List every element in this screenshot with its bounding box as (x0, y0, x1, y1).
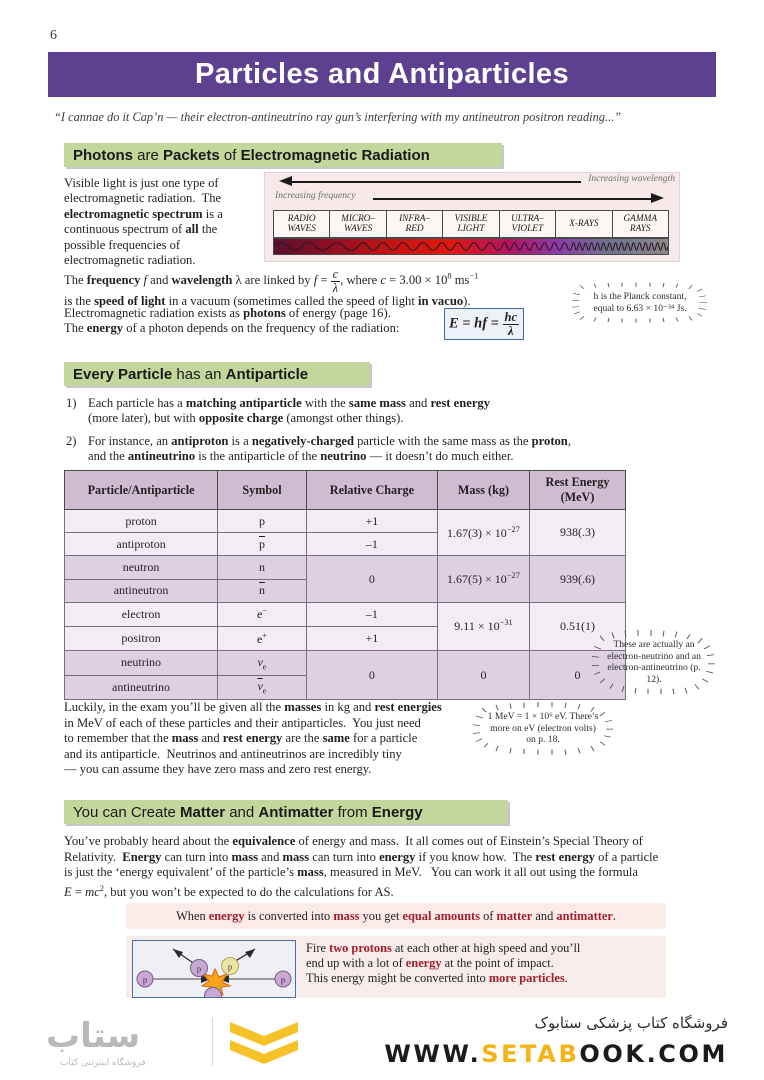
proton-collision-diagram (133, 941, 295, 997)
particle-name: antineutron (65, 579, 218, 602)
frequency-arrow-head (651, 193, 664, 203)
particle-mass: $1.67(3) \times 10^{-27}$ (437, 510, 529, 556)
frequency-wavelength-text: The frequency f and wavelength λ are linked by f = $\frac{c}{\lambda}$ , where $c = 3.00 \times 10^8$ $ms^{-1}$ is the speed of light in a vacuum (sometimes called the speed of light in vacuo). (64, 267, 479, 308)
page-number: 6 (50, 28, 57, 43)
spectrum-band: GAMMA RAYS (623, 213, 658, 234)
particle-rest-energy: 938(.3) (530, 510, 626, 556)
section-heading-photons: Photons are Packets of Electromagnetic Radiation (64, 143, 502, 167)
pink-statement-bar (126, 903, 666, 929)
particle-charge: –1 (306, 533, 437, 556)
footer-watermark (0, 998, 764, 1080)
figure-caption: Fire two protons at each other at high speed and you’ll end up with a lot of energy at the point of impact. This energy might be converted into more particles. (306, 941, 581, 986)
section-heading-matter-antimatter: You can Create Matter and Antimatter from Energy (64, 800, 508, 824)
column-header: Particle/Antiparticle (65, 471, 218, 510)
particle-rest-energy: 0 (530, 651, 626, 700)
list-number: 2) (66, 434, 77, 448)
column-header: Rest Energy (MeV) (530, 471, 626, 510)
particle-symbol: $\overline{n}$ (218, 579, 307, 602)
svg-text:p: p (142, 974, 148, 985)
particle-charge: 0 (306, 651, 437, 700)
table-row (65, 556, 626, 579)
spectrum-waveform-strip (273, 238, 669, 255)
wavelength-arrow-head (279, 176, 292, 186)
particle-symbol: p (218, 510, 307, 533)
photon-energy-equation: E = hf = $\frac{hc}{\lambda}$ (444, 308, 524, 340)
waveform-icon (274, 239, 668, 254)
particle-symbol: $\overline{\nu}_e$ (218, 675, 307, 700)
spectrum-band: MICRO– WAVES (330, 211, 386, 237)
spectrum-band: VISIBLE LIGHT (443, 211, 499, 237)
particle-symbol: $\overline{p}$ (218, 533, 307, 556)
planck-constant-note (572, 282, 708, 323)
particle-rest-energy: 939(.6) (530, 556, 626, 602)
particle-name: electron (65, 602, 218, 626)
table-row (65, 602, 626, 626)
proton-collision-figure (132, 940, 296, 998)
particle-mass: $9.11 \times 10^{-31}$ (437, 602, 529, 650)
page-title: Particles and Antiparticles (195, 58, 569, 90)
particle-name: antineutrino (65, 675, 218, 700)
chevron-logo-icon (228, 1020, 300, 1071)
neutrino-note-text: These are actually an electron-neutrino and an electron-antineutrino (p. 12). (607, 639, 701, 685)
particle-name: antiproton (65, 533, 218, 556)
spectrum-arrows (265, 173, 679, 201)
em-spectrum-figure (264, 172, 680, 262)
spectrum-band-row (273, 210, 669, 238)
planck-note-text: h is the Planck constant, equal to 6.63 × 10⁻³⁴ Js. (593, 291, 687, 314)
particle-rest-energy: 0.51(1) (530, 602, 626, 650)
footer-url[interactable]: WWW.SETABOOK.COM (384, 1040, 728, 1068)
mev-note (472, 702, 614, 755)
frequency-arrow-line (373, 198, 651, 200)
particle-charge: –1 (306, 602, 437, 626)
list-item: For instance, an antiproton is a negatively-charged particle with the same mass as the proton, and the antineutrino is the antiparticle of the neutrino — it doesn’t do much either. (88, 434, 571, 464)
spectrum-band: X-RAYS (556, 211, 612, 237)
photon-energy-text: Electromagnetic radiation exists as photons of energy (page 16). The energy of a photon depends on the frequency of the radiation: (64, 306, 400, 336)
spectrum-band: INFRA– RED (387, 211, 443, 237)
column-header: Relative Charge (306, 471, 437, 510)
table-row (65, 510, 626, 533)
pink-statement-text: When energy is converted into mass you get equal amounts of matter and antimatter. (176, 908, 616, 923)
footer-persian-text: فروشگاه کتاب پزشکی ستابوک (534, 1014, 728, 1032)
particle-charge: +1 (306, 626, 437, 650)
page-quote: “I cannae do it Cap’n — their electron-antineutrino ray gun’s interfering with my antineutron positron reading...” (54, 110, 622, 124)
particle-antiparticle-table (64, 470, 626, 700)
mev-note-text: 1 MeV = 1 × 10⁶ eV. There’s more on eV (electron volts) on p. 18. (487, 711, 599, 746)
list-item: Each particle has a matching antiparticle with the same mass and rest energy (more later), but with opposite charge (amongst other things). (88, 396, 490, 426)
particle-name: positron (65, 626, 218, 650)
svg-text:p: p (280, 974, 286, 985)
particle-charge: 0 (306, 556, 437, 602)
matter-antimatter-paragraph: You’ve probably heard about the equivalence of energy and mass. It all comes out of Einstein’s Special Theory of Relativity. Energy can turn into mass and mass can turn into energy if you know how. The rest energy of a particle is just the ‘energy equivalent’ of the particle’s mass, measured in MeV. You can work it all out using the formula $E = mc^2$, but you won’t be expected to do the calculations for AS. (64, 834, 659, 899)
particle-name: neutron (65, 556, 218, 579)
particle-name: proton (65, 510, 218, 533)
column-header: Mass (kg) (437, 471, 529, 510)
particle-name: neutrino (65, 651, 218, 676)
particle-symbol: $\nu_e$ (218, 651, 307, 676)
particle-symbol: e− (218, 602, 307, 626)
particle-symbol: e+ (218, 626, 307, 650)
table-row (65, 651, 626, 676)
intro-paragraph: Visible light is just one type of electromagnetic radiation. The electromagnetic spectrum is a continuous spectrum of all the possible frequencies of electromagnetic radiation. (64, 176, 223, 268)
section-heading-antiparticle: Every Particle has an Antiparticle (64, 362, 370, 386)
column-header: Symbol (218, 471, 307, 510)
table-header-row (65, 471, 626, 510)
increasing-frequency-label: Increasing frequency (275, 190, 356, 201)
spectrum-band: ULTRA– VIOLET (500, 211, 556, 237)
particle-symbol: n (218, 556, 307, 579)
particle-mass: 0 (437, 651, 529, 700)
footer-divider (212, 1018, 213, 1066)
wavelength-arrow-line (291, 181, 581, 183)
svg-text:p: p (196, 963, 202, 974)
list-number: 1) (66, 396, 77, 410)
particle-charge: +1 (306, 510, 437, 533)
spectrum-band: RADIO WAVES (274, 211, 330, 237)
logo-subtitle: فروشگاه اینترنتی کتاب (60, 1058, 146, 1068)
increasing-wavelength-label: Increasing wavelength (588, 173, 675, 184)
neutrino-note (592, 630, 716, 694)
logo-wordmark: ستاب (46, 1016, 141, 1056)
page-title-banner (48, 52, 716, 97)
svg-text:p: p (227, 961, 233, 972)
table-closing-paragraph: Luckily, in the exam you’ll be given all the masses in kg and rest energies in MeV of each of these particles and their antiparticles. You just need to remember that the mass and rest energy are the same for a particle and its antiparticle. Neutrinos and antineutrinos are incredibly tiny — you can assume they have zero mass and zero rest energy. (64, 700, 442, 777)
heading-part: Photons (73, 146, 133, 164)
particle-mass: $1.67(5) \times 10^{-27}$ (437, 556, 529, 602)
